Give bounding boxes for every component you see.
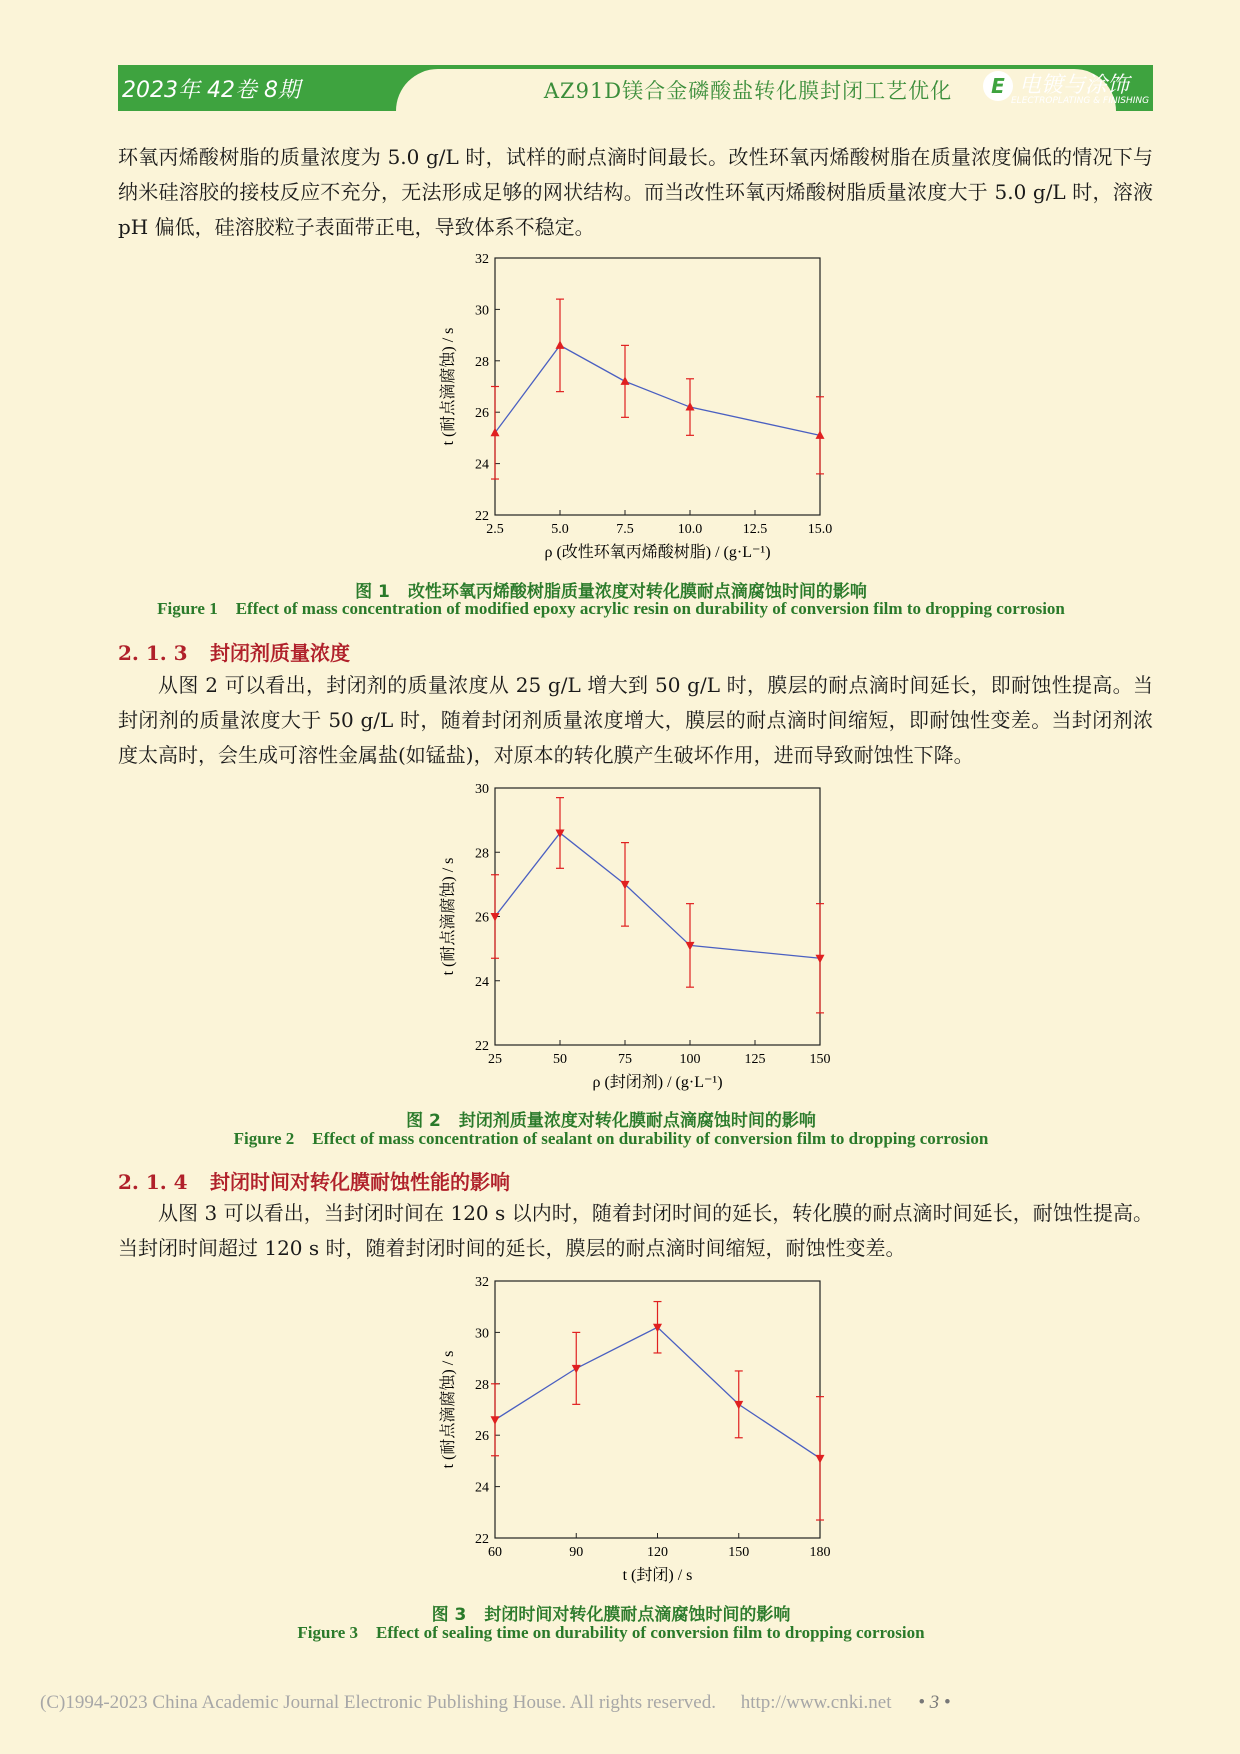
x-tick-label: 15.0 — [807, 522, 833, 537]
x-tick-label: 50 — [553, 1052, 567, 1067]
series-line — [495, 345, 820, 435]
y-tick-label: 32 — [475, 252, 489, 267]
y-tick-label: 22 — [475, 1532, 489, 1547]
fig1-en-label: Figure 1 — [157, 599, 218, 618]
fig2-cn-label: 图 2 — [406, 1111, 441, 1131]
figure-1-caption-en — [0, 599, 1240, 619]
data-point — [734, 1401, 743, 1410]
paragraph-2: 从图 2 可以看出，封闭剂的质量浓度从 25 g/L 增大到 50 g/L 时，膜层的耐点滴时间延长，即耐蚀性提高。当封闭剂的质量浓度大于 50 g/L 时，随着封闭剂质量浓度增大，膜层的耐点滴时间缩短，即耐蚀性变差。当封闭剂浓度太高时，会生成可溶性金属盐(如锰盐)，对原本的转化膜产生破坏作用，进而导致耐蚀性下降。 — [118, 673, 1153, 767]
fig3-cn-label: 图 3 — [431, 1605, 467, 1625]
y-tick-label: 28 — [475, 1377, 489, 1393]
x-tick-label: 100 — [679, 1052, 701, 1067]
y-tick-label: 26 — [475, 1429, 489, 1445]
section-number: 2. 1. 4 — [118, 1170, 188, 1194]
section-2-1-4-heading — [118, 1166, 510, 1195]
section-2-1-3-heading — [118, 637, 350, 666]
fig3-en-title: Effect of sealing time on durability of conversion film to dropping corrosion — [376, 1623, 925, 1642]
data-point — [556, 340, 565, 349]
x-tick-label: 90 — [569, 1545, 584, 1560]
figure-3-caption-en — [0, 1623, 1240, 1643]
logo-cn: 电镀与涂饰 — [1019, 73, 1130, 98]
y-axis-label: t (耐点滴腐蚀) / s — [440, 327, 457, 446]
x-axis-label: ρ (改性环氧丙烯酸树脂) / (g·L⁻¹) — [544, 544, 771, 561]
paragraph-3: 从图 3 可以看出，当封闭时间在 120 s 以内时，随着封闭时间的延长，转化膜的耐点滴时间延长，耐蚀性提高。当封闭时间超过 120 s 时，随着封闭时间的延长，膜层的耐点滴时间缩短，耐蚀性变差。 — [118, 1201, 1153, 1260]
x-tick-label: 7.5 — [616, 522, 634, 537]
fig3-en-label: Figure 3 — [297, 1623, 359, 1642]
y-tick-label: 30 — [475, 782, 489, 797]
logo-mark: E — [983, 71, 1013, 101]
y-tick-label: 24 — [475, 1480, 489, 1496]
fig2-en-title: Effect of mass concentration of sealant on durability of conversion film to dropping corrosion — [312, 1129, 989, 1148]
section-number: 2. 1. 3 — [118, 641, 188, 665]
x-axis-label: t (封闭) / s — [622, 1567, 693, 1584]
x-axis-label: ρ (封闭剂) / (g·L⁻¹) — [592, 1074, 723, 1091]
page-footer — [40, 1692, 951, 1714]
fig3-cn-title: 封闭时间对转化膜耐点滴腐蚀时间的影响 — [484, 1605, 791, 1625]
figure-2-chart — [425, 780, 845, 1100]
data-point — [491, 1416, 500, 1425]
issue-label: 2023年 42卷 8期 — [122, 78, 300, 103]
figure-3-chart — [425, 1273, 845, 1593]
figure-2-caption-en — [0, 1129, 1240, 1149]
data-point — [621, 376, 630, 385]
running-title: AZ91D镁合金磷酸盐转化膜封闭工艺优化 — [543, 79, 953, 103]
y-tick-label: 32 — [475, 1275, 489, 1290]
y-axis-label: t (耐点滴腐蚀) / s — [440, 1350, 457, 1469]
data-point — [816, 1455, 825, 1464]
journal-logo — [983, 68, 1150, 108]
x-tick-label: 150 — [809, 1052, 831, 1067]
copyright-text: (C)1994-2023 China Academic Journal Electronic Publishing House. All rights reserved. — [40, 1692, 716, 1713]
plot-frame — [495, 788, 820, 1045]
fig1-cn-title: 改性环氧丙烯酸树脂质量浓度对转化膜耐点滴腐蚀时间的影响 — [407, 582, 867, 602]
running-header — [118, 65, 1153, 111]
section-title: 封闭剂质量浓度 — [210, 641, 350, 665]
x-tick-label: 180 — [809, 1545, 831, 1560]
y-tick-label: 22 — [475, 509, 489, 524]
fig1-en-title: Effect of mass concentration of modified epoxy acrylic resin on durability of conversion film to dropping corrosion — [235, 599, 1065, 618]
y-tick-label: 26 — [475, 406, 489, 422]
figure-1-chart — [425, 250, 845, 570]
x-tick-label: 75 — [618, 1052, 632, 1067]
x-tick-label: 120 — [647, 1545, 668, 1560]
data-point — [572, 1365, 581, 1374]
page-number: • 3 • — [918, 1692, 951, 1713]
fig2-cn-title: 封闭剂质量浓度对转化膜耐点滴腐蚀时间的影响 — [458, 1111, 816, 1131]
y-tick-label: 24 — [475, 457, 489, 473]
y-tick-label: 28 — [475, 846, 489, 862]
paragraph-1: 环氧丙烯酸树脂的质量浓度为 5.0 g/L 时，试样的耐点滴时间最长。改性环氧丙烯酸树脂在质量浓度偏低的情况下与纳米硅溶胶的接枝反应不充分，无法形成足够的网状结构。而当改性环氧丙烯酸树脂质量浓度大于 5.0 g/L 时，溶液 pH 偏低，硅溶胶粒子表面带正电，导致体系不稳定。 — [118, 145, 1153, 239]
series-line — [495, 833, 820, 958]
y-tick-label: 28 — [475, 354, 489, 370]
y-tick-label: 30 — [475, 1326, 489, 1342]
x-tick-label: 12.5 — [742, 522, 768, 537]
fig2-en-label: Figure 2 — [233, 1129, 295, 1148]
data-point — [816, 955, 825, 964]
x-tick-label: 25 — [488, 1052, 502, 1067]
y-tick-label: 22 — [475, 1039, 489, 1054]
y-tick-label: 24 — [475, 974, 489, 990]
y-tick-label: 30 — [475, 303, 489, 319]
section-title: 封闭时间对转化膜耐蚀性能的影响 — [210, 1170, 510, 1194]
x-tick-label: 60 — [488, 1545, 502, 1560]
y-axis-label: t (耐点滴腐蚀) / s — [440, 857, 457, 976]
data-point — [491, 913, 500, 922]
figure-3-caption-cn — [0, 1600, 1240, 1625]
x-tick-label: 10.0 — [677, 522, 703, 537]
plot-frame — [495, 258, 820, 515]
fig1-cn-label: 图 1 — [355, 582, 390, 602]
x-tick-label: 2.5 — [486, 522, 504, 537]
logo-en: ELECTROPLATING & FINISHING — [1011, 96, 1150, 106]
x-tick-label: 125 — [744, 1052, 766, 1067]
y-tick-label: 26 — [475, 910, 489, 926]
cnki-url: http://www.cnki.net — [740, 1692, 892, 1713]
x-tick-label: 5.0 — [551, 522, 569, 537]
figure-2-caption-cn — [0, 1106, 1240, 1131]
x-tick-label: 150 — [728, 1545, 750, 1560]
